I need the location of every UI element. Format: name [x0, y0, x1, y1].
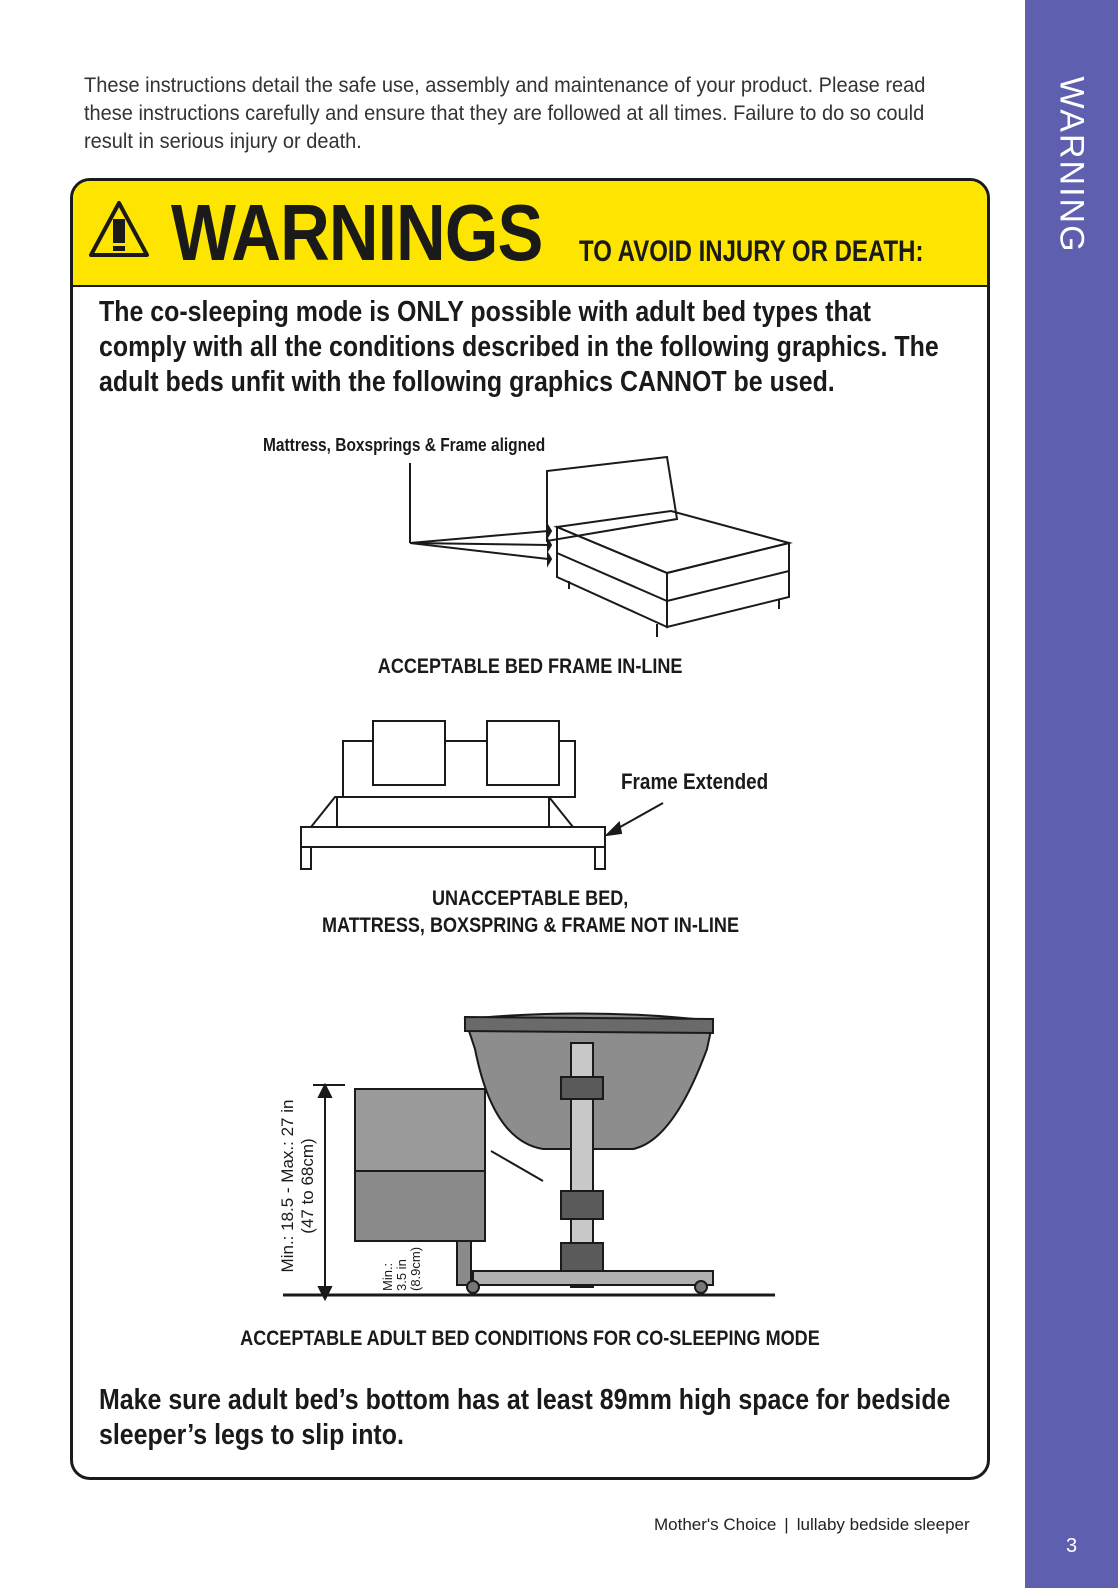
intro-paragraph: These instructions detail the safe use, assembly and maintenance of your product. Please read these instructions carefully and ensure that they are followed at all times. Failure to do so could result in serious injury or death.	[84, 73, 926, 153]
co-sleeping-condition-text: The co-sleeping mode is ONLY possible with adult bed types that comply with all the conditions described in the following graphics. The adult beds unfit with the following graphics CANNOT be used.	[99, 296, 939, 398]
footer-product: lullaby bedside sleeper	[796, 1515, 970, 1534]
figure2-label: Frame Extended	[621, 769, 769, 794]
clearance-requirement-text: Make sure adult bed’s bottom has at least 89mm high space for bedside sleeper’s legs to slip into.	[99, 1384, 951, 1451]
warning-box	[70, 178, 990, 1480]
figure3-sleeper-illustration	[73, 181, 987, 1321]
footer	[654, 1515, 970, 1535]
figure3-caption: ACCEPTABLE ADULT BED CONDITIONS FOR CO-SLEEPING MODE	[240, 1327, 820, 1350]
height-range-label: Min.: 18.5 - Max.: 27 in (47 to 68cm)	[278, 1099, 317, 1273]
min-clearance-label: Min.: 3.5 in (8.9cm)	[380, 1246, 423, 1291]
figure1-caption: ACCEPTABLE BED FRAME IN-LINE	[377, 655, 683, 678]
page-number: 3	[1065, 1535, 1078, 1557]
warning-subtitle: TO AVOID INJURY OR DEATH:	[579, 235, 924, 268]
warning-title: WARNINGS	[171, 188, 543, 277]
side-tab-label: WARNING	[1052, 76, 1091, 254]
footer-brand: Mother's Choice	[654, 1515, 777, 1534]
figure2-caption: UNACCEPTABLE BED, MATTRESS, BOXSPRING & FRAME NOT IN-LINE	[321, 887, 739, 937]
footer-separator: |	[784, 1515, 789, 1534]
figure1-label: Mattress, Boxsprings & Frame aligned	[263, 435, 546, 455]
